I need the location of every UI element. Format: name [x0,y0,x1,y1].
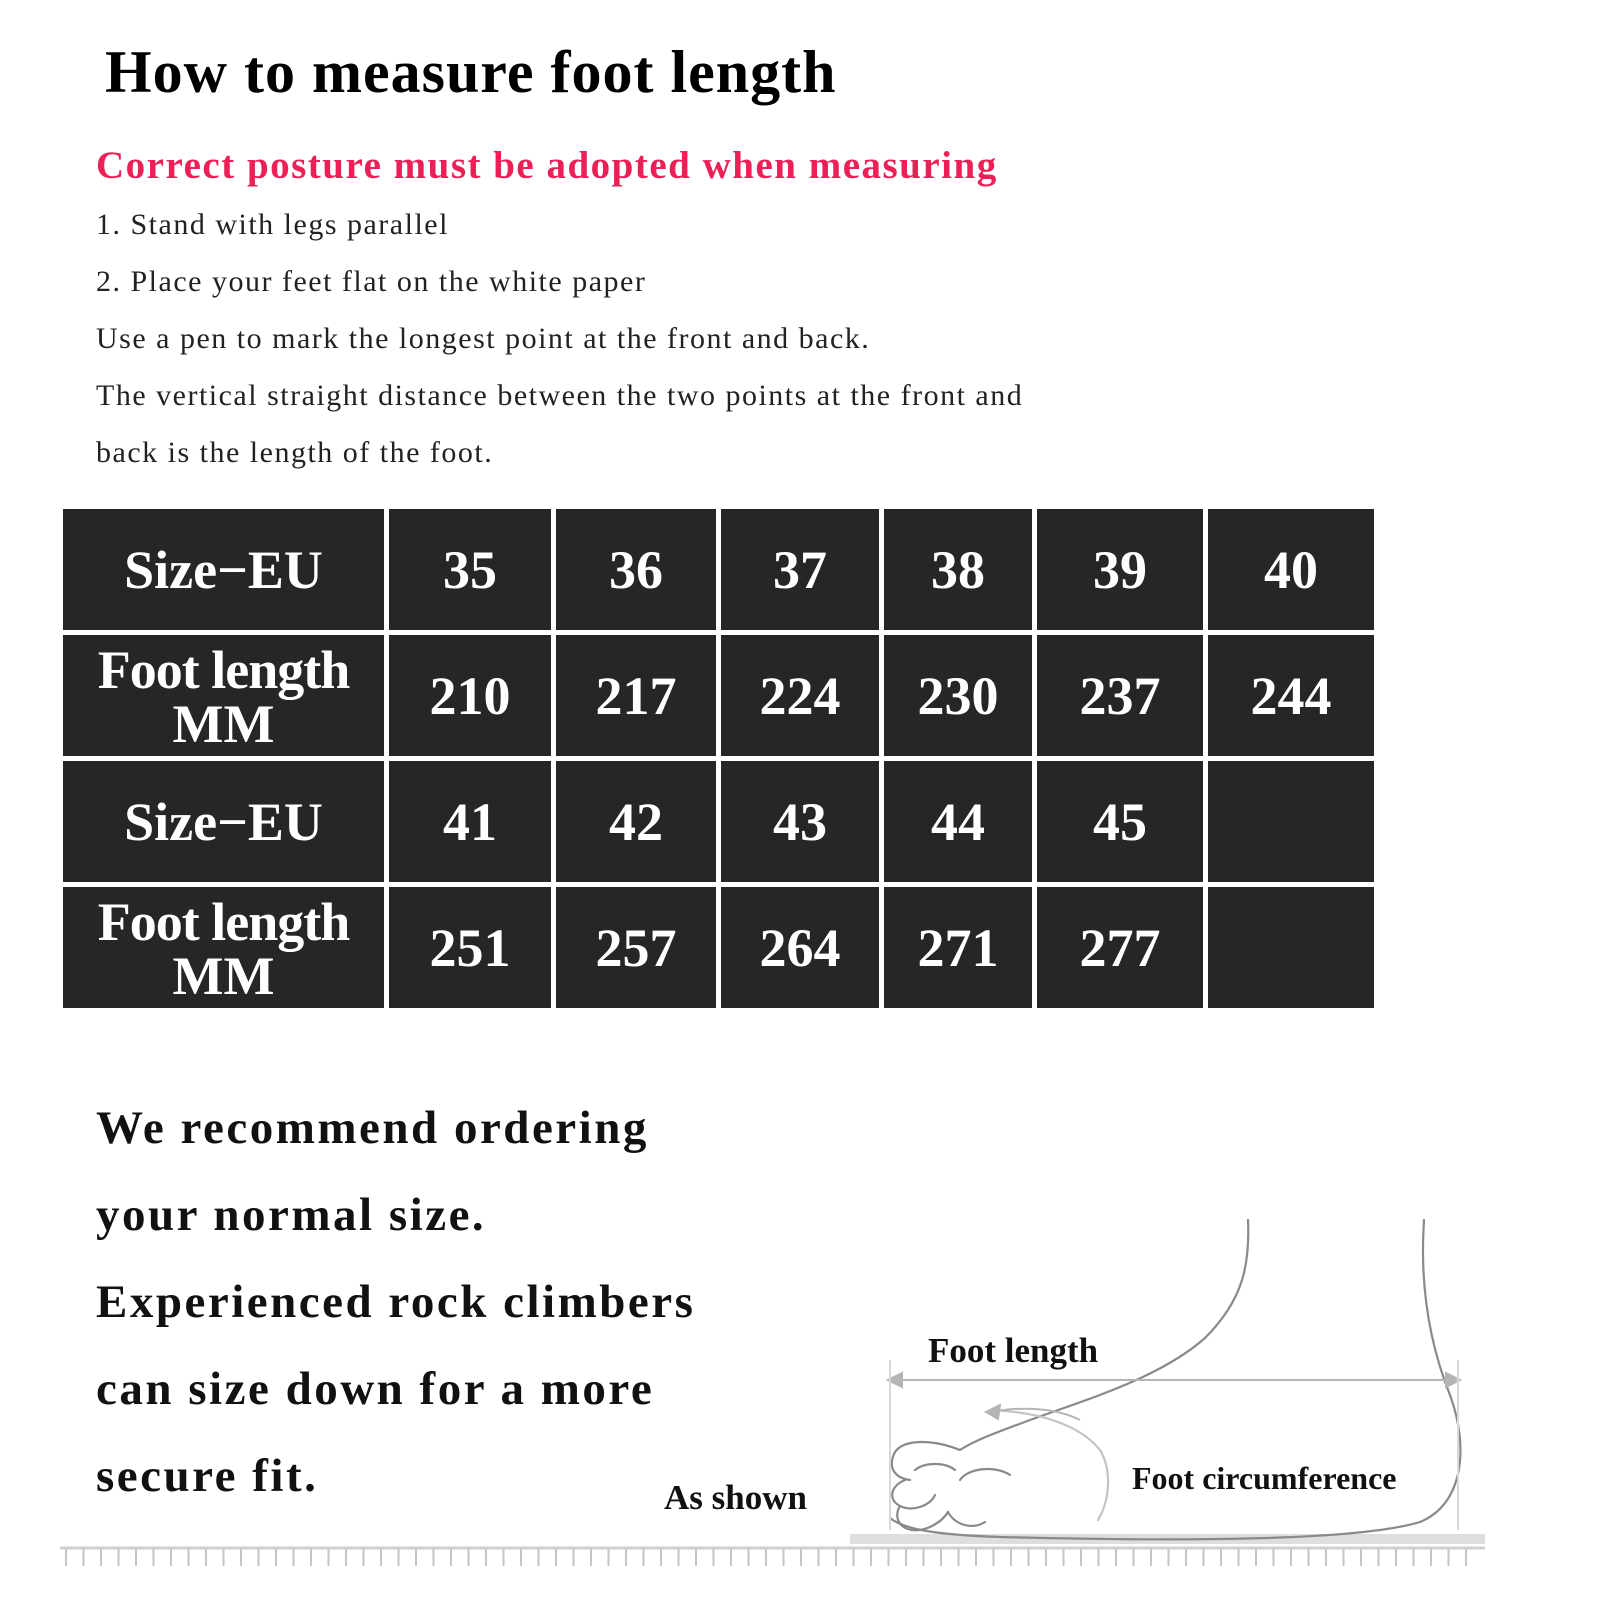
recommendation-line: your normal size. [96,1189,487,1241]
recommendation-line: secure fit. [96,1450,319,1502]
foot-length-arrow [888,1360,1460,1530]
length-cell: 230 [884,635,1032,756]
recommendation-line: Experienced rock climbers [96,1276,696,1328]
length-cell: 224 [721,635,879,756]
size-eu-header: Size−EU [63,509,384,630]
size-cell: 35 [389,509,551,630]
instruction-mark: Use a pen to mark the longest point at the front and back. [96,322,871,355]
size-cell: 36 [556,509,716,630]
size-cell: 41 [389,761,551,882]
size-cell: 42 [556,761,716,882]
ruler [60,1534,1485,1566]
size-cell: 37 [721,509,879,630]
size-cell: 39 [1037,509,1203,630]
length-cell: 271 [884,887,1032,1008]
foot-length-header-line1: Foot length [97,639,350,700]
foot-circumference-label: Foot circumference [1132,1460,1397,1496]
recommendation-line: can size down for a more [96,1363,655,1415]
length-cell: 210 [389,635,551,756]
length-cell: 217 [556,635,716,756]
as-shown-label: As shown [664,1478,807,1517]
instruction-distance-line1: The vertical straight distance between the two points at the front and [96,379,1024,412]
size-cell: 44 [884,761,1032,882]
length-cell: 257 [556,887,716,1008]
size-cell: 38 [884,509,1032,630]
length-cell: 237 [1037,635,1203,756]
length-cell: 264 [721,887,879,1008]
size-cell: 43 [721,761,879,882]
foot-length-header-line1: Foot length [97,891,350,952]
length-cell: 251 [389,887,551,1008]
page-title: How to measure foot length [105,39,837,105]
length-cell: 277 [1037,887,1203,1008]
size-eu-header: Size−EU [63,761,384,882]
foot-length-header-unit: MM [172,945,275,1006]
instruction-step-1: 1. Stand with legs parallel [96,208,449,241]
instruction-step-2: 2. Place your feet flat on the white paper [96,265,647,298]
length-cell: 244 [1208,635,1374,756]
size-cell: 45 [1037,761,1203,882]
foot-length-header-unit: MM [172,693,275,754]
instruction-distance-line2: back is the length of the foot. [96,436,494,469]
posture-subtitle: Correct posture must be adopted when measuring [96,144,998,187]
recommendation-line: We recommend ordering [96,1102,649,1154]
size-cell: 40 [1208,509,1374,630]
foot-length-label: Foot length [928,1331,1099,1370]
